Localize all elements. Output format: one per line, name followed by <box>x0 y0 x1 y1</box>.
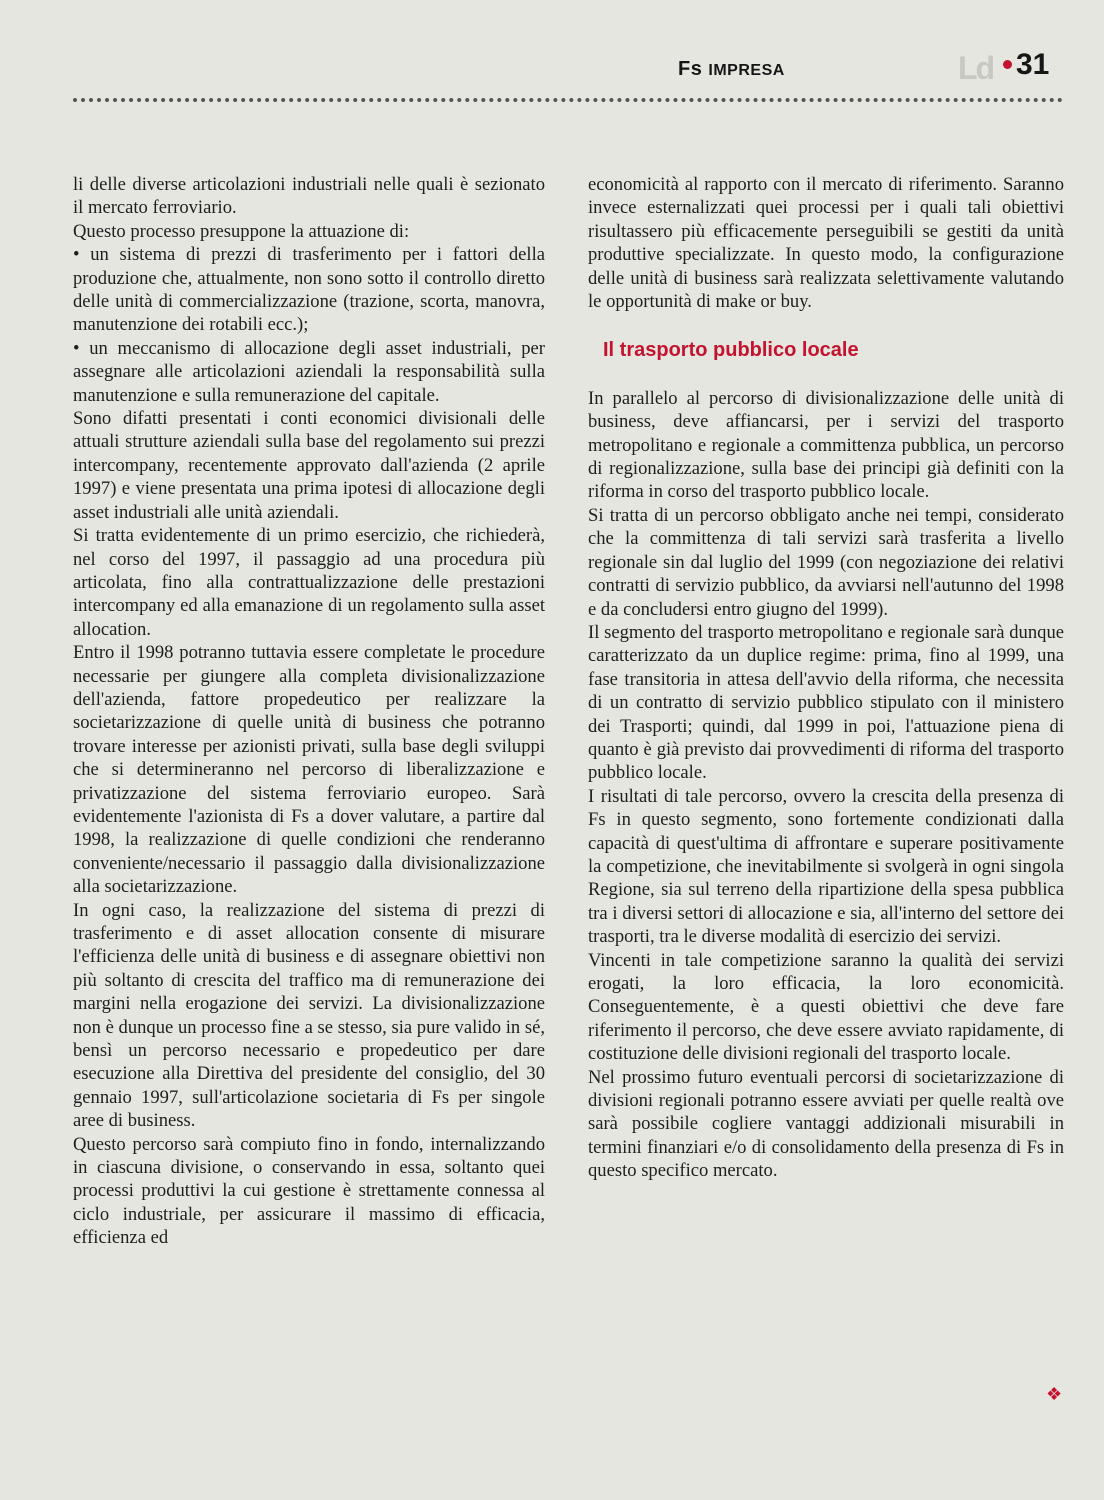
section-label-impresa: IMPRESA <box>708 62 785 79</box>
paragraph: Vincenti in tale competizione saranno la qualità dei servizi erogati, la loro efficacia, la loro economicità. Conseguentemente, è a questi obiettivi che deve fare riferimento il percorso, che deve essere avviato rapidamente, di costituzione delle divisioni regionali del trasporto locale. <box>588 949 1064 1065</box>
end-of-article-icon: ❖ <box>1046 1384 1063 1404</box>
paragraph: economicità al rapporto con il mercato di riferimento. Saranno invece esternalizzati quei processi per i quali tali obiettivi risultassero più efficacemente perseguibili se gestiti da unità produttive specializzate. In questo modo, la configurazione delle unità di business sarà realizzata selettivamente valutando le opportunità di make or buy. <box>588 174 1064 313</box>
page-number: 31 <box>1016 48 1050 81</box>
paragraph: Si tratta evidentemente di un primo esercizio, che richiederà, nel corso del 1997, il passaggio ad una procedura più articolata, fino alla contrattualizzazione delle prestazioni intercompany ed alla emanazione di un regolamento sulla asset allocation. <box>73 525 545 640</box>
paragraph: In parallelo al percorso di divisionalizzazione delle unità di business, deve affiancarsi, per i servizi del trasporto metropolitano e regionale a committenza pubblica, un percorso di regionalizzazione, sulla base dei principi già definiti con la riforma in corso del trasporto pubblico locale. <box>588 387 1064 503</box>
magazine-logo: Ld <box>958 50 994 86</box>
paragraph: Entro il 1998 potranno tuttavia essere completate le procedure necessarie per giungere alla completa divisionalizzazione dell'azienda, fattore propedeutico per realizzare la societarizzazione di quelle unità di business che potranno trovare interesse per azionisti privati, sulla base degli sviluppi che si determineranno nel percorso di liberalizzazione e privatizzazione del sistema ferroviario europeo. Sarà evidentemente l'azionista di Fs a dover valutare, a partire dal 1998, la realizzazione di quelle condizioni che renderanno conveniente/necessario il passaggio dalla divisionalizzazione alla societarizzazione. <box>73 642 545 898</box>
paragraph: Questo processo presuppone la attuazione di: <box>73 220 410 242</box>
paragraph: Il segmento del trasporto metropolitano e regionale sarà dunque caratterizzato da un duplice regime: prima, fino al 1999, una fase transitoria in attesa dell'avvio della riforma, che necessita di un contratto di servizio pubblico stipulato con il ministero dei Trasporti; quindi, dal 1999 in poi, l'attuazione piena di quanto è già previsto dai provvedimenti di riforma del trasporto pubblico locale. <box>588 621 1064 784</box>
dotted-divider <box>73 98 1063 102</box>
paragraph: Nel prossimo futuro eventuali percorsi di societarizzazione di divisioni regionali potranno essere avviati per quelle realtà ove sarà possibile cogliere vantaggi addizionali misurabili in termini finanziari e/o di consolidamento della presenza di Fs in questo specifico mercato. <box>588 1066 1064 1182</box>
bullet-item: • un sistema di prezzi di trasferimento per i fattori della produzione che, attualmente, non sono sotto il controllo diretto delle unità di commercializzazione (trazione, scorta, manovra, manutenzione dei rotabili ecc.); <box>73 244 545 336</box>
paragraph: Sono difatti presentati i conti economici divisionali delle attuali strutture aziendali sulla base del regolamento sui prezzi intercompany, recentemente approvato dall'azienda (2 aprile 1997) e viene presentata una prima ipotesi di allocazione degli asset industriali alle unità aziendali. <box>73 408 545 523</box>
paragraph: In ogni caso, la realizzazione del sistema di prezzi di trasferimento e di asset allocation consente di misurare l'efficienza delle unità di business e di assegnare obiettivi non più soltanto di crescita del traffico ma di remunerazione dei margini nella erogazione dei servizi. La divisionalizzazione non è dunque un processo fine a se stesso, sia pure valido in sé, bensì un percorso necessario e propedeutico per dare esecuzione alla Direttiva del presidente del consiglio, del 30 gennaio 1997, sull'articolazione societaria di Fs per singole aree di business. <box>73 899 545 1132</box>
paragraph: Si tratta di un percorso obbligato anche nei tempi, considerato che la committenza di tali servizi sarà trasferita a livello regionale sin dal luglio del 1999 (con negoziazione dei relativi contratti di servizio pubblico, da avviarsi nell'autunno del 1998 e da concludersi entro giugno del 1999). <box>588 504 1064 620</box>
paragraph: Questo percorso sarà compiuto fino in fondo, internalizzando in ciascuna divisione, o conservando in essa, soltanto quei processi produttivi la cui gestione è strettamente connessa al ciclo industriale, per assicurare il massimo di efficacia, efficienza ed <box>73 1133 545 1249</box>
section-label <box>678 58 785 81</box>
section-subheading: Il trasporto pubblico locale <box>603 339 859 362</box>
red-bullet-icon <box>1003 60 1012 69</box>
paragraph: li delle diverse articolazioni industriali nelle quali è sezionato il mercato ferroviario. <box>73 174 545 219</box>
paragraph: I risultati di tale percorso, ovvero la crescita della presenza di Fs in questo segmento, sono fortemente condizionati dalla capacità di quest'ultima di affrontare e superare positivamente la competizione, che inevitabilmente si svolgerà in ogni singola Regione, sia sul terreno della ripartizione della spesa pubblica tra i diversi settori di allocazione e sia, all'interno del settore dei trasporti, tra le diverse modalità di esercizio dei servizi. <box>588 785 1064 948</box>
left-column <box>73 173 545 1250</box>
right-column <box>588 173 1064 1183</box>
page-header <box>670 48 1070 88</box>
section-label-fs: Fs <box>678 58 703 80</box>
bullet-item: • un meccanismo di allocazione degli asset industriali, per assegnare alle articolazioni aziendali la responsabilità sulla manutenzione e sulla remunerazione del capitale. <box>73 337 545 406</box>
